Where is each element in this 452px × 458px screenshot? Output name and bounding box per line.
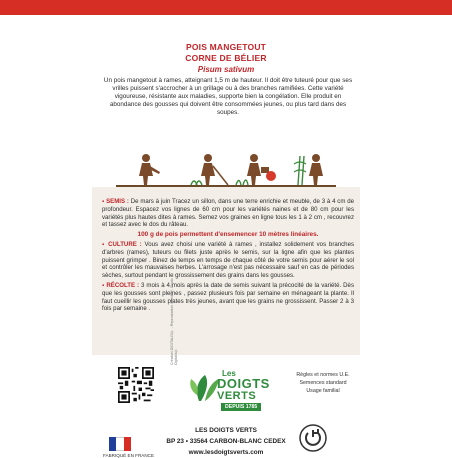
recolte-text: 3 mois à 4 mois après la date de semis suivant la précocité de la variété. Dès que les gousses sont pleines , passez plusieurs fois par semaine en ménageant la plante. Il faut cueillir les gousses plates très jeunes, avant que les grains ne grossissent. Passer 2 à 3 fois par semaine . <box>102 281 354 313</box>
footer <box>92 355 360 458</box>
brand-doigts: DOIGTS <box>217 376 270 391</box>
variety-title-line2: CORNE DE BÉLIER <box>185 53 267 63</box>
company-name: LES DOIGTS VERTS <box>195 427 257 434</box>
seed-packet-back <box>92 15 360 458</box>
company-website: www.lesdoigtsverts.com <box>188 449 264 456</box>
gardening-steps-illustration <box>116 150 336 190</box>
qr-code-icon <box>118 367 154 403</box>
watering-figure-icon <box>236 154 276 185</box>
copyright-credit: Création DIGITALIS® - Reproduction interdite - Photo Digitalis® <box>170 278 178 365</box>
made-in-france-label: FABRIQUÉ EN FRANCE <box>103 453 155 458</box>
brand-since-badge: DEPUIS 1785 <box>221 403 261 411</box>
recolte-label: RÉCOLTE : <box>106 281 140 289</box>
semis-text: De mars à juin Tracez un sillon, dans une terre enrichie et meuble, de 3 à 4 cm de profondeur. Espacez vos lignes de 60 cm pour les variétés naines et de 80 cm pour les variétés plus hautes dites à rames. Semez vos graines en ligne tous les 1 à 2 cm , recouvrez et tassez avec le dos du râteau. <box>102 198 354 229</box>
sowing-quantity-note: 100 g de pois permettent d'ensemencer 10 mètres linéaires. <box>137 231 319 239</box>
rules-line2: Semences standard <box>299 380 347 386</box>
bullet-icon: ▪ <box>102 240 109 248</box>
sowing-figure-icon <box>139 154 160 185</box>
harvesting-figure-icon <box>294 154 323 185</box>
culture-section <box>102 241 354 280</box>
recycling-symbol-icon <box>299 424 327 452</box>
growing-instructions <box>102 198 354 315</box>
rules-line3: Usage familial <box>306 388 340 394</box>
regulatory-notice <box>290 371 356 395</box>
semis-label: SEMIS : <box>106 198 129 205</box>
culture-label: CULTURE : <box>108 240 142 248</box>
variety-title-line1: POIS MANGETOUT <box>185 42 267 52</box>
brand-les: Les <box>222 369 236 378</box>
semis-section <box>102 198 354 229</box>
brand-verts: VERTS <box>217 390 257 402</box>
bullet-icon: ▪ <box>102 198 107 205</box>
bullet-icon: ▪ <box>102 281 107 289</box>
culture-text: Vous avez choisi une variété à rames , installez solidement vos branches d'arbres (rames), tuteurs ou filets juste après le semis, sur la ligne afin que les plantes puissent grimper . Binez de temps en temps de chaque côté de votre semis pour aérer le sol et contrôler les mauvaises herbes. L'arrosage n'est pas nécessaire sauf en cas de périodes sèches, surtout pendant le grossissement des grains dans les gousses. <box>102 240 355 280</box>
variety-description: Un pois mangetout à rames, atteignant 1,5 m de hauteur. Il doit être tuteuré pour que ses vrilles puissent s'accrocher à un grillage ou à des branches ramifiées. Cette variété vigoureuse, résistante aux maladies, supporte bien la congélation. Elle produit en abondance des gousses qui doivent être consommées jeunes, ou plus tard dans des soupes. <box>103 77 353 117</box>
rules-line1: Règles et normes U.E. <box>296 372 350 378</box>
top-red-band <box>0 0 452 15</box>
recolte-section <box>102 282 354 313</box>
hoeing-figure-icon <box>191 154 228 185</box>
latin-name: Pisum sativum <box>197 65 255 74</box>
company-address: BP 23 • 33564 CARBON-BLANC CEDEX <box>166 438 286 445</box>
